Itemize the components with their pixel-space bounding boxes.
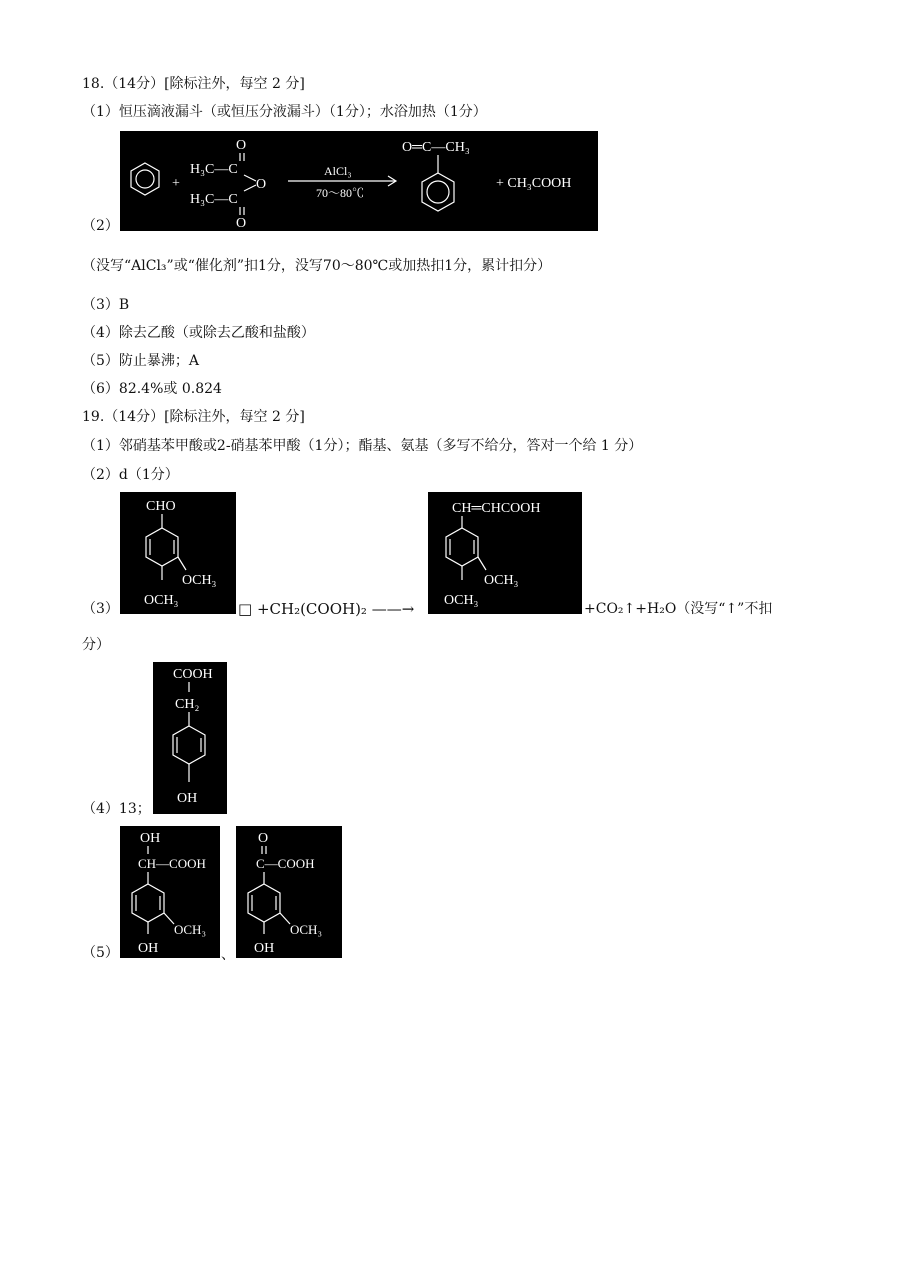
vanillin-structure — [120, 492, 236, 614]
acetic-acid: + CH₃COOH — [496, 176, 572, 191]
svg-text:CH—COOH: CH—COOH — [138, 856, 206, 871]
svg-text:OCH₃: OCH₃ — [144, 593, 179, 608]
svg-text:CH═CHCOOH: CH═CHCOOH — [452, 501, 541, 516]
svg-text:C—COOH: C—COOH — [256, 856, 315, 871]
q19-part1: （1）邻硝基苯甲酸或2-硝基苯甲酸（1分）；酯基、氨基（多写不给分，答对一个给 1 分） — [82, 438, 643, 454]
q19-part5-label: （5） — [82, 945, 119, 961]
carbonyl-o-bottom: O — [236, 216, 247, 231]
plus-sign: + — [172, 176, 180, 191]
keto-acid-structure — [236, 826, 342, 958]
ketone-group: O═C—CH₃ — [402, 140, 470, 155]
q18-part1: （1）恒压滴液漏斗（或恒压分液漏斗）（1分）；水浴加热（1分） — [82, 104, 487, 120]
hydroxyphenylacetic-acid-structure — [153, 662, 227, 814]
q19-header: 19.（14分）[除标注外，每空 2 分] — [82, 409, 305, 425]
q18-reaction-image — [120, 131, 598, 231]
svg-text:OH: OH — [138, 941, 159, 956]
q19-part4-label: （4）13； — [82, 801, 151, 817]
cinnamic-acid-structure — [428, 492, 582, 614]
q19-part5-separator: 、 — [221, 947, 235, 963]
q18-header: 18.（14分）[除标注外，每空 2 分] — [82, 76, 305, 92]
anhydride-bottom: H₃C—C — [190, 192, 238, 207]
q19-part3-tail: +CO₂↑+H₂O（没写“↑”不扣 — [584, 601, 773, 617]
svg-text:CH₂: CH₂ — [175, 697, 200, 712]
carbonyl-o-top: O — [236, 138, 247, 153]
q19-part3-reagent: □ +CH₂(COOH)₂ ——→ — [238, 600, 415, 618]
svg-text:OH: OH — [254, 941, 275, 956]
q18-part4: （4）除去乙酸（或除去乙酸和盐酸） — [82, 325, 315, 341]
anhydride-top: H₃C—C — [190, 162, 238, 177]
q19-part2: （2）d（1分） — [82, 467, 179, 483]
q18-part6: （6）82.4%或 0.824 — [82, 381, 222, 397]
svg-text:CHO: CHO — [146, 499, 176, 514]
svg-text:O: O — [258, 831, 269, 846]
svg-text:OCH₃: OCH₃ — [444, 593, 479, 608]
svg-text:COOH: COOH — [173, 667, 213, 682]
svg-text:OCH₃: OCH₃ — [484, 573, 519, 588]
svg-text:OCH₃: OCH₃ — [290, 922, 322, 937]
catalyst: AlCl₃ — [324, 164, 352, 178]
condition: 70～80℃ — [316, 186, 365, 200]
svg-text:OCH₃: OCH₃ — [182, 573, 217, 588]
q18-note: （没写“AlCl₃”或“催化剂”扣1分，没写70～80℃或加热扣1分，累计扣分） — [82, 258, 552, 274]
q18-part5: （5）防止暴沸；A — [82, 353, 200, 369]
svg-text:OH: OH — [177, 791, 198, 806]
anhydride-o: O — [256, 177, 267, 192]
q19-part3-cont: 分） — [82, 637, 110, 653]
mandelic-acid-structure — [120, 826, 220, 958]
svg-text:OH: OH — [140, 831, 161, 846]
q18-part3: （3）B — [82, 297, 130, 313]
q19-part3-label: （3） — [82, 601, 119, 617]
q18-part2-label: （2） — [82, 218, 119, 234]
svg-text:OCH₃: OCH₃ — [174, 922, 206, 937]
